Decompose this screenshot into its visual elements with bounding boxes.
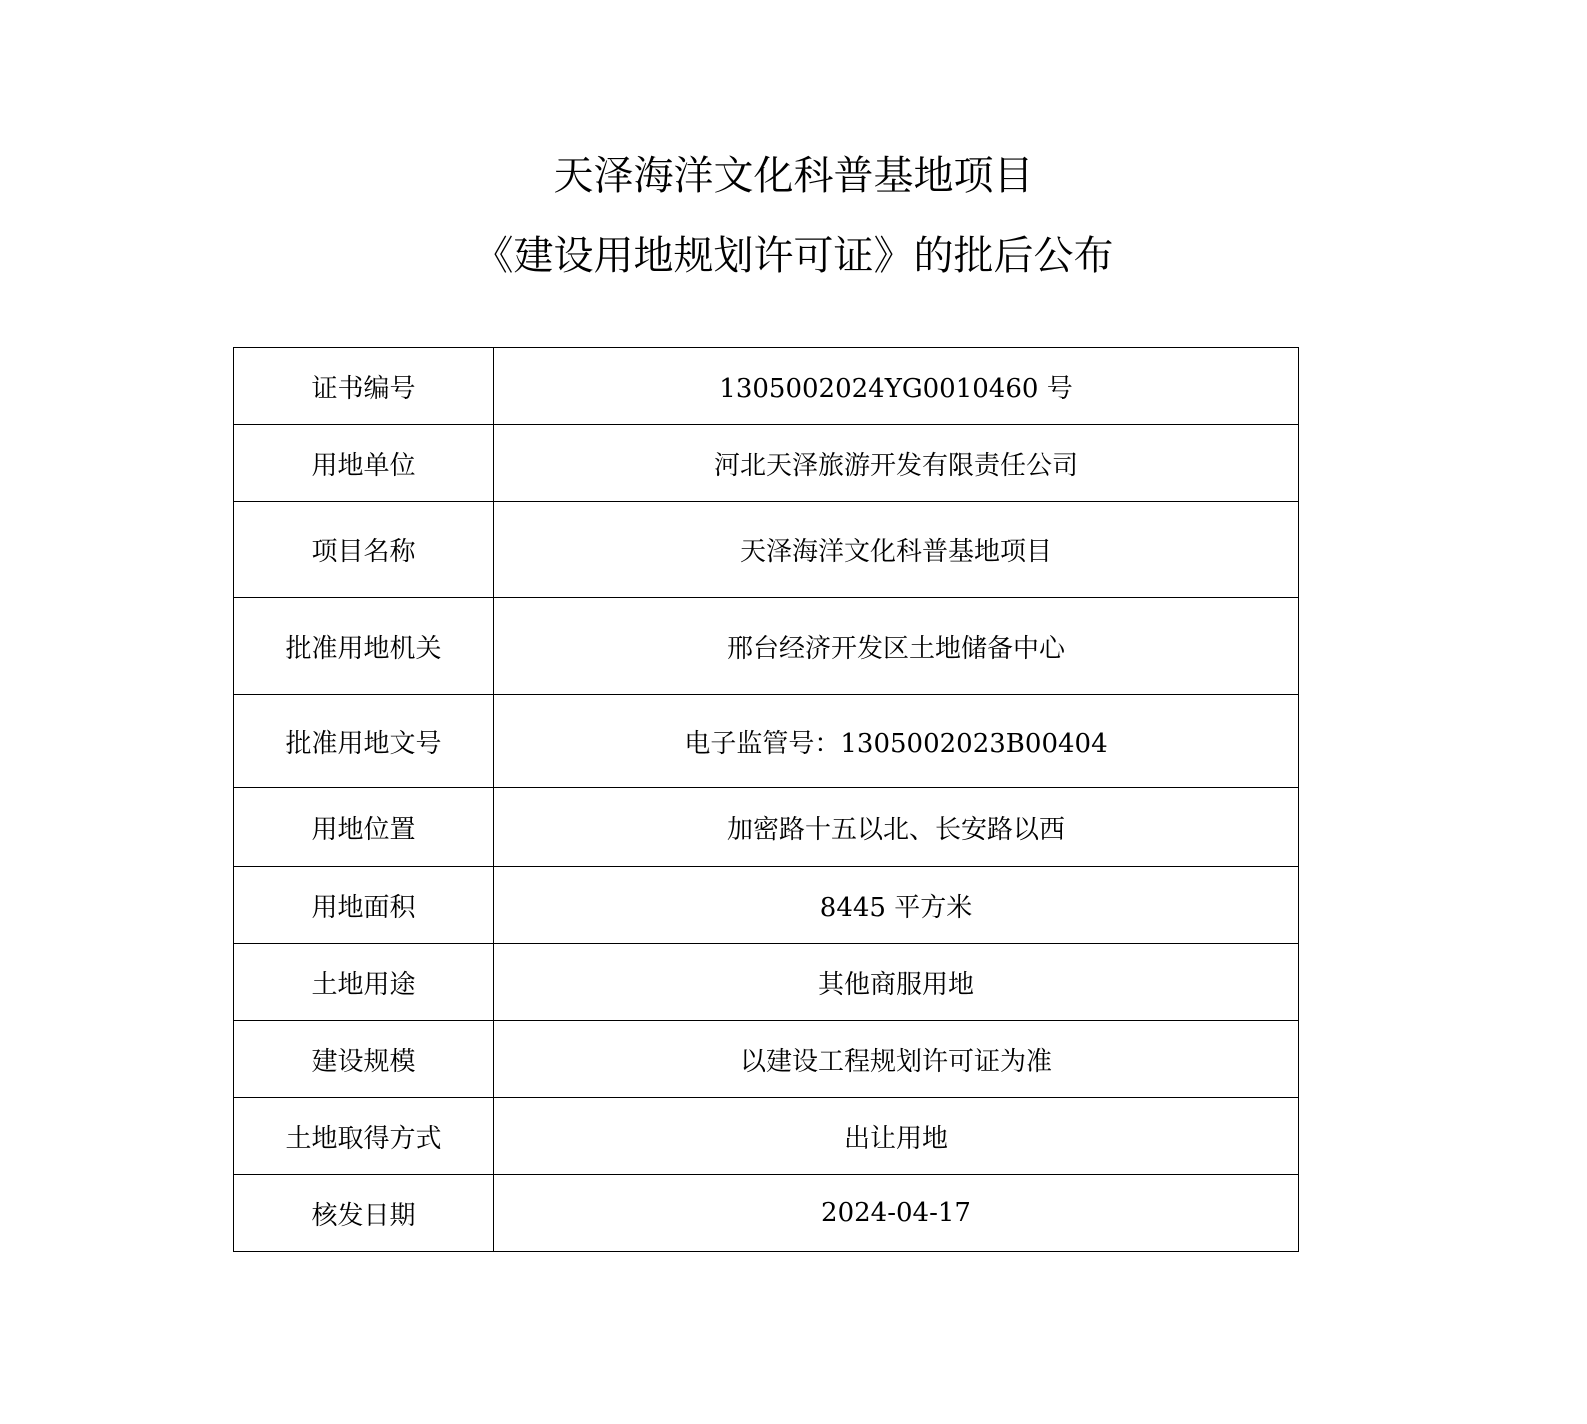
table-row-acquisition-method (234, 1098, 1299, 1175)
table-row-issue-date (234, 1175, 1299, 1252)
row-label: 证书编号 (234, 348, 494, 425)
row-value: 1305002024YG0010460 号 (494, 348, 1299, 425)
row-label: 批准用地机关 (234, 598, 494, 695)
table-row-project-name (234, 502, 1299, 598)
row-value: 电子监管号：1305002023B00404 (494, 695, 1299, 788)
row-value: 天泽海洋文化科普基地项目 (494, 502, 1299, 598)
row-value: 2024-04-17 (494, 1175, 1299, 1252)
table-row-land-area (234, 867, 1299, 944)
table-row-certificate-number (234, 348, 1299, 425)
row-label: 项目名称 (234, 502, 494, 598)
document-title-line2: 《建设用地规划许可证》的批后公布 (473, 233, 1114, 279)
row-label: 用地单位 (234, 425, 494, 502)
table-row-land-use (234, 944, 1299, 1021)
table-row-construction-scale (234, 1021, 1299, 1098)
row-value: 加密路十五以北、长安路以西 (494, 788, 1299, 867)
row-label: 批准用地文号 (234, 695, 494, 788)
row-value: 河北天泽旅游开发有限责任公司 (494, 425, 1299, 502)
row-label: 核发日期 (234, 1175, 494, 1252)
row-label: 土地取得方式 (234, 1098, 494, 1175)
row-value: 出让用地 (494, 1098, 1299, 1175)
document-title-line1: 天泽海洋文化科普基地项目 (553, 153, 1034, 199)
row-label: 土地用途 (234, 944, 494, 1021)
table-row-land-user (234, 425, 1299, 502)
row-label: 用地面积 (234, 867, 494, 944)
permit-info-table (233, 347, 1299, 1252)
row-value: 其他商服用地 (494, 944, 1299, 1021)
row-value: 邢台经济开发区土地储备中心 (494, 598, 1299, 695)
table-row-land-location (234, 788, 1299, 867)
row-value: 8445 平方米 (494, 867, 1299, 944)
row-label: 用地位置 (234, 788, 494, 867)
table-row-approving-authority (234, 598, 1299, 695)
table-row-approval-document-number (234, 695, 1299, 788)
row-value: 以建设工程规划许可证为准 (494, 1021, 1299, 1098)
row-label: 建设规模 (234, 1021, 494, 1098)
